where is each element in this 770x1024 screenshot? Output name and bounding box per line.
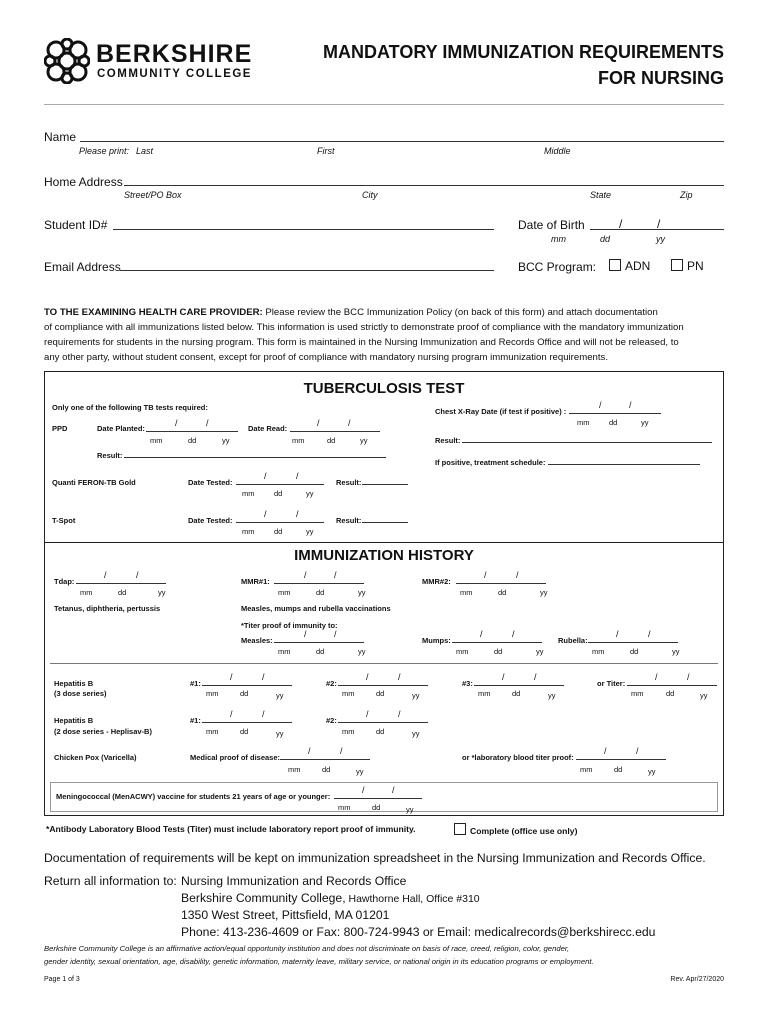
mm-hint: mm xyxy=(478,689,491,698)
mm-hint: mm xyxy=(456,647,469,656)
immunization-title: IMMUNIZATION HISTORY xyxy=(294,547,474,564)
date-sep: / xyxy=(687,672,690,682)
provider-text-2: of compliance with all immunizations listed below. This information is used strictly to demonstrate proof of compliance with the mandatory immunization xyxy=(44,322,684,333)
date-sep: / xyxy=(317,418,320,428)
knot-logo-icon xyxy=(44,38,90,84)
office-complete[interactable] xyxy=(454,823,577,836)
tb-only-one-note: Only one of the following TB tests required: xyxy=(52,403,208,412)
please-print-hint: Please print: xyxy=(79,146,130,156)
dd-hint: dd xyxy=(666,689,675,698)
bcc-program-label: BCC Program: xyxy=(518,260,597,274)
treatment-schedule-field[interactable] xyxy=(548,464,700,465)
street-hint: Street/PO Box xyxy=(124,190,182,200)
mm-hint: mm xyxy=(242,489,255,498)
medical-proof-date-field[interactable] xyxy=(280,759,370,760)
home-address-field[interactable] xyxy=(124,185,724,186)
complete-checkbox[interactable] xyxy=(454,823,466,835)
dd-hint: dd xyxy=(630,647,639,656)
hepb2-dose2-label: #2: xyxy=(326,716,337,725)
tdap-label: Tdap: xyxy=(54,577,75,586)
lab-titer-label: or *laboratory blood titer proof: xyxy=(462,753,574,762)
hepb3-dose1-label: #1: xyxy=(190,679,201,688)
mm-hint: mm xyxy=(460,588,473,597)
chest-xray-date-field[interactable] xyxy=(569,413,661,414)
yy-hint: yy xyxy=(306,527,314,536)
hepb3-dose2-field[interactable] xyxy=(338,685,428,686)
dd-hint: dd xyxy=(316,588,325,597)
date-sep: / xyxy=(334,629,337,639)
hepb2-dose1-field[interactable] xyxy=(202,722,292,723)
hepb2-dose1-label: #1: xyxy=(190,716,201,725)
email-field[interactable] xyxy=(120,270,494,271)
dob-dd-hint: dd xyxy=(600,234,611,244)
yy-hint: yy xyxy=(548,691,556,700)
name-field[interactable] xyxy=(80,141,724,142)
page-title-line1: MANDATORY IMMUNIZATION REQUIREMENTS xyxy=(323,42,724,62)
tb-title: TUBERCULOSIS TEST xyxy=(303,380,465,397)
dd-hint: dd xyxy=(376,727,385,736)
ppd-result-label: Result: xyxy=(97,451,123,460)
date-read-field[interactable] xyxy=(290,431,380,432)
date-sep: / xyxy=(512,629,515,639)
xray-result-field[interactable] xyxy=(462,442,712,443)
dd-hint: dd xyxy=(494,647,503,656)
yy-hint: yy xyxy=(222,436,230,445)
complete-label: Complete (office use only) xyxy=(470,826,578,836)
provider-text-4: any other party, without student consent, except for proof of compliance with mandatory nursing program immunization requirements. xyxy=(44,352,609,363)
yy-hint: yy xyxy=(540,588,548,597)
date-sep: / xyxy=(334,570,337,580)
dob-sep-2: / xyxy=(657,217,661,231)
rubella-date-field[interactable] xyxy=(588,642,678,643)
tspot-result-field[interactable] xyxy=(362,522,408,523)
chest-xray-label: Chest X-Ray Date (if test if positive) : xyxy=(435,407,567,416)
provider-paragraph xyxy=(44,305,734,365)
return-college-line xyxy=(181,891,480,905)
program-adn-option[interactable] xyxy=(609,259,650,273)
date-sep: / xyxy=(175,418,178,428)
meningococcal-label: Meningococcal (MenACWY) vaccine for students 21 years of age or younger: xyxy=(56,792,331,801)
yy-hint: yy xyxy=(648,767,656,776)
tspot-result-label: Result: xyxy=(336,516,362,525)
college-logo xyxy=(44,38,254,88)
date-sep: / xyxy=(264,471,267,481)
immunization-divider xyxy=(50,663,718,664)
date-sep: / xyxy=(304,629,307,639)
dob-yy-hint: yy xyxy=(656,234,665,244)
mm-hint: mm xyxy=(592,647,605,656)
hepb2-label-line1: Hepatitis B xyxy=(54,716,94,725)
zip-hint: Zip xyxy=(680,190,693,200)
measles-label: Measles: xyxy=(241,636,273,645)
quanti-result-label: Result: xyxy=(336,478,362,487)
date-sep: / xyxy=(484,570,487,580)
return-office: Nursing Immunization and Records Office xyxy=(181,874,407,888)
return-street: 1350 West Street, Pittsfield, MA 01201 xyxy=(181,908,390,922)
header-divider xyxy=(44,104,724,105)
medical-proof-label: Medical proof of disease: xyxy=(190,753,281,762)
dd-hint: dd xyxy=(274,527,283,536)
date-sep: / xyxy=(398,709,401,719)
page-number: Page 1 of 3 xyxy=(44,976,80,983)
date-sep: / xyxy=(502,672,505,682)
eeo-statement-1: Berkshire Community College is an affirmative action/equal opportunity institution and does not discriminate on basis of race, creed, religion, color, gender, xyxy=(44,944,570,953)
dob-mm-hint: mm xyxy=(551,234,566,244)
email-label: Email Address xyxy=(44,260,121,274)
mm-hint: mm xyxy=(150,436,163,445)
student-id-field[interactable] xyxy=(113,229,494,230)
yy-hint: yy xyxy=(158,588,166,597)
date-sep: / xyxy=(636,746,639,756)
dd-hint: dd xyxy=(512,689,521,698)
yy-hint: yy xyxy=(360,436,368,445)
yy-hint: yy xyxy=(358,588,366,597)
date-planted-field[interactable] xyxy=(146,431,238,432)
date-sep: / xyxy=(136,570,139,580)
mmr-description: Measles, mumps and rubella vaccinations xyxy=(241,604,391,613)
date-sep: / xyxy=(534,672,537,682)
eeo-statement-2: gender identity, sexual orientation, age, disability, genetic information, maternity leave, military service, or national origin in its education programs or employment. xyxy=(44,957,594,966)
date-sep: / xyxy=(264,509,267,519)
date-sep: / xyxy=(296,471,299,481)
mm-hint: mm xyxy=(342,689,355,698)
mm-hint: mm xyxy=(338,803,351,812)
date-read-label: Date Read: xyxy=(248,424,288,433)
mm-hint: mm xyxy=(80,588,93,597)
date-sep: / xyxy=(262,709,265,719)
measles-date-field[interactable] xyxy=(274,642,364,643)
documentation-note: Documentation of requirements will be kept on immunization spreadsheet in the Nursing Immunization and Records Office. xyxy=(44,851,706,865)
quanti-date-tested-label: Date Tested: xyxy=(188,478,233,487)
dd-hint: dd xyxy=(240,689,249,698)
yy-hint: yy xyxy=(406,805,414,814)
student-id-label: Student ID# xyxy=(44,218,108,232)
yy-hint: yy xyxy=(536,647,544,656)
antibody-note: *Antibody Laboratory Blood Tests (Titer) must include laboratory report proof of immunity. xyxy=(46,824,416,834)
date-sep: / xyxy=(304,570,307,580)
program-pn-option[interactable] xyxy=(671,259,704,273)
provider-heading: TO THE EXAMINING HEALTH CARE PROVIDER: xyxy=(44,307,263,318)
return-label: Return all information to: xyxy=(44,874,177,888)
page-title-line2: FOR NURSING xyxy=(598,68,724,88)
hepb3-titer-label: or Titer: xyxy=(597,679,626,688)
tspot-date-tested-label: Date Tested: xyxy=(188,516,233,525)
yy-hint: yy xyxy=(412,691,420,700)
date-sep: / xyxy=(362,785,365,795)
mm-hint: mm xyxy=(342,727,355,736)
quantiferon-label: Quanti FERON-TB Gold xyxy=(52,478,136,487)
adn-checkbox[interactable] xyxy=(609,259,621,271)
logo-subtitle: COMMUNITY COLLEGE xyxy=(97,68,252,80)
date-sep: / xyxy=(398,672,401,682)
date-planted-label: Date Planted: xyxy=(97,424,145,433)
tspot-date-field[interactable] xyxy=(236,522,324,523)
xray-result-label: Result: xyxy=(435,436,461,445)
mmr1-date-field[interactable] xyxy=(274,583,364,584)
ppd-label: PPD xyxy=(52,424,68,433)
mm-hint: mm xyxy=(580,765,593,774)
tdap-description: Tetanus, diphtheria, pertussis xyxy=(54,604,161,613)
return-hall: Hawthorne Hall, Office #310 xyxy=(345,893,480,905)
date-sep: / xyxy=(348,418,351,428)
hepb3-label-line1: Hepatitis B xyxy=(54,679,94,688)
yy-hint: yy xyxy=(358,647,366,656)
dob-label: Date of Birth xyxy=(518,218,585,232)
meningococcal-date-field[interactable] xyxy=(334,798,422,799)
hepb3-dose2-label: #2: xyxy=(326,679,337,688)
date-sep: / xyxy=(230,672,233,682)
hepb2-label-line2: (2 dose series - Heplisav-B) xyxy=(54,727,152,736)
dd-hint: dd xyxy=(118,588,127,597)
date-sep: / xyxy=(262,672,265,682)
date-sep: / xyxy=(104,570,107,580)
lab-titer-date-field[interactable] xyxy=(576,759,666,760)
tspot-label: T-Spot xyxy=(52,516,76,525)
dob-sep-1: / xyxy=(619,217,623,231)
date-sep: / xyxy=(480,629,483,639)
ppd-result-field[interactable] xyxy=(124,457,386,458)
pn-label: PN xyxy=(687,259,704,273)
treatment-schedule-label: If positive, treatment schedule: xyxy=(435,458,546,467)
mm-hint: mm xyxy=(288,765,301,774)
dd-hint: dd xyxy=(498,588,507,597)
dd-hint: dd xyxy=(372,803,381,812)
date-sep: / xyxy=(629,400,632,410)
yy-hint: yy xyxy=(306,489,314,498)
dd-hint: dd xyxy=(327,436,336,445)
mmr2-label: MMR#2: xyxy=(422,577,451,586)
provider-text-1: Please review the BCC Immunization Policy (on back of this form) and attach documentation xyxy=(262,307,658,318)
home-address-label: Home Address xyxy=(44,175,123,189)
hepb3-dose3-label: #3: xyxy=(462,679,473,688)
date-sep: / xyxy=(366,672,369,682)
yy-hint: yy xyxy=(412,729,420,738)
dd-hint: dd xyxy=(274,489,283,498)
hepb3-label-line2: (3 dose series) xyxy=(54,689,107,698)
date-sep: / xyxy=(230,709,233,719)
adn-label: ADN xyxy=(625,259,651,273)
last-name-hint: Last xyxy=(136,146,154,156)
dd-hint: dd xyxy=(376,689,385,698)
date-sep: / xyxy=(296,509,299,519)
dd-hint: dd xyxy=(188,436,197,445)
date-sep: / xyxy=(599,400,602,410)
mm-hint: mm xyxy=(278,647,291,656)
mm-hint: mm xyxy=(631,689,644,698)
mm-hint: mm xyxy=(206,689,219,698)
date-sep: / xyxy=(366,709,369,719)
mm-hint: mm xyxy=(577,418,590,427)
provider-text-3: requirements for students in the nursing program. This form is maintained in the Nursing Immunization and Records Office and will not be released, to xyxy=(44,337,679,348)
state-hint: State xyxy=(590,190,612,200)
chickenpox-label: Chicken Pox (Varicella) xyxy=(54,753,137,762)
name-label: Name xyxy=(44,130,77,144)
mmr1-label: MMR#1: xyxy=(241,577,270,586)
date-sep: / xyxy=(616,629,619,639)
mumps-label: Mumps: xyxy=(422,636,451,645)
date-sep: / xyxy=(340,746,343,756)
pn-checkbox[interactable] xyxy=(671,259,683,271)
dd-hint: dd xyxy=(240,727,249,736)
dd-hint: dd xyxy=(609,418,618,427)
yy-hint: yy xyxy=(276,691,284,700)
mm-hint: mm xyxy=(292,436,305,445)
hepb3-titer-field[interactable] xyxy=(627,685,717,686)
tdap-date-field[interactable] xyxy=(76,583,166,584)
quanti-date-field[interactable] xyxy=(236,484,324,485)
return-college: Berkshire Community College, xyxy=(181,891,346,905)
titer-proof-label: *Titer proof of immunity to: xyxy=(241,621,338,630)
date-sep: / xyxy=(655,672,658,682)
date-sep: / xyxy=(392,785,395,795)
rubella-label: Rubella: xyxy=(558,636,588,645)
city-hint: City xyxy=(362,190,378,200)
quanti-result-field[interactable] xyxy=(362,484,408,485)
yy-hint: yy xyxy=(276,729,284,738)
dd-hint: dd xyxy=(614,765,623,774)
date-sep: / xyxy=(206,418,209,428)
yy-hint: yy xyxy=(700,691,708,700)
middle-name-hint: Middle xyxy=(544,146,571,156)
date-sep: / xyxy=(308,746,311,756)
hepb3-dose1-field[interactable] xyxy=(202,685,292,686)
revision-date: Rev. Apr/27/2020 xyxy=(670,976,724,983)
mm-hint: mm xyxy=(206,727,219,736)
hepb3-dose3-field[interactable] xyxy=(474,685,564,686)
date-sep: / xyxy=(516,570,519,580)
yy-hint: yy xyxy=(356,767,364,776)
logo-name: BERKSHIRE xyxy=(96,40,253,68)
dd-hint: dd xyxy=(316,647,325,656)
dd-hint: dd xyxy=(322,765,331,774)
return-contact: Phone: 413-236-4609 or Fax: 800-724-9943 or Email: medicalrecords@berkshirecc.edu xyxy=(181,925,656,939)
yy-hint: yy xyxy=(672,647,680,656)
mm-hint: mm xyxy=(278,588,291,597)
hepb2-dose2-field[interactable] xyxy=(338,722,428,723)
yy-hint: yy xyxy=(641,418,649,427)
date-sep: / xyxy=(604,746,607,756)
date-sep: / xyxy=(648,629,651,639)
first-name-hint: First xyxy=(317,146,335,156)
mumps-date-field[interactable] xyxy=(452,642,542,643)
mmr2-date-field[interactable] xyxy=(456,583,546,584)
mm-hint: mm xyxy=(242,527,255,536)
